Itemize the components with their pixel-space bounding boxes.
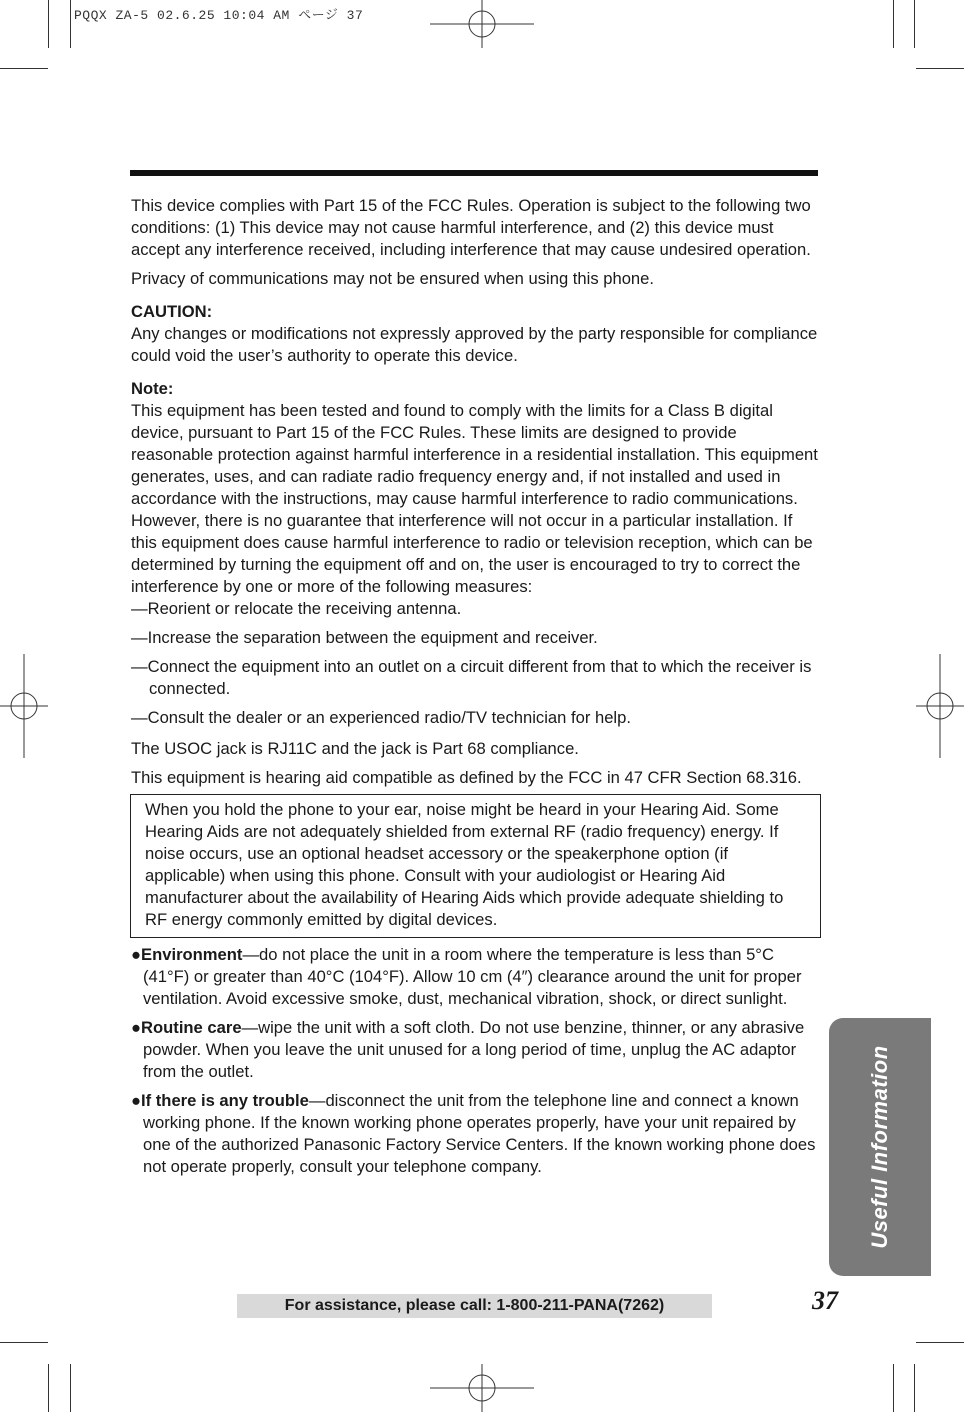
hearing-aid-notice-text: When you hold the phone to your ear, noise might be heard in your Hearing Aid. Some Hearing Aids are not adequately shielded from external RF (radio frequency) energy. If noise occurs, use an optional headset accessory or the speakerphone option (if applicable) when using this phone. Consult with your audiologist or Hearing Aid manufacturer about the availability of Hearing Aids which provide adequate shielding to RF energy commonly emitted by digital devices. <box>145 800 784 929</box>
note-heading: Note: <box>131 379 174 398</box>
measure-item: —Reorient or relocate the receiving antenna. <box>131 599 462 618</box>
section-side-tab <box>829 1018 931 1276</box>
caution-text: Any changes or modifications not expressly approved by the party responsible for compliance could void the user’s authority to operate this device. <box>131 324 818 365</box>
crop-mark-tl-h <box>0 68 48 69</box>
privacy-statement: Privacy of communications may not be ensured when using this phone. <box>131 269 654 288</box>
page-number: 37 <box>812 1286 838 1315</box>
crop-mark-br-v <box>893 1364 894 1412</box>
bullet-text: —disconnect the unit from the telephone line and connect a known working phone. If the known working phone operates properly, have your unit repaired by one of the authorized Panasonic Factory Service Centers. If the known working phone does not operate properly, consult your telephone company. <box>143 1091 816 1176</box>
top-rule <box>130 170 818 176</box>
registration-mark-top <box>430 0 534 48</box>
main-content <box>131 195 821 1185</box>
registration-mark-right <box>916 654 964 758</box>
crop-mark-bl-v2 <box>70 1364 71 1412</box>
note-text: This equipment has been tested and found to comply with the limits for a Class B digital device, pursuant to Part 15 of the FCC Rules. These limits are designed to provide reasonable protection against harmful interference in a residential installation. This equipment generates, uses, and can radiate radio frequency energy and, if not installed and used in accordance with the instructions, may cause harmful interference to radio communications. However, there is no guarantee that interference will not occur in a particular installation. If this equipment does cause harmful interference to radio or television reception, which can be determined by turning the equipment off and on, the user is encouraged to try to correct the interference by one or more of the following measures: <box>131 401 818 596</box>
bullet-trouble <box>131 1090 821 1178</box>
crop-mark-bl-v <box>48 1364 49 1412</box>
side-tab-label: Useful Information <box>867 1045 892 1249</box>
registration-mark-bottom <box>430 1364 534 1412</box>
measure-item: —Increase the separation between the equipment and receiver. <box>131 628 598 647</box>
assistance-footer: For assistance, please call: 1-800-211-PANA(7262) <box>237 1294 712 1318</box>
crop-mark-tr-v <box>893 0 894 48</box>
bullet-marker: ● <box>131 1091 142 1110</box>
crop-mark-tr-v2 <box>914 0 915 48</box>
crop-mark-br-v2 <box>914 1364 915 1412</box>
hearing-aid-statement: This equipment is hearing aid compatible as defined by the FCC in 47 CFR Section 68.316. <box>131 768 802 787</box>
bullet-text: —wipe the unit with a soft cloth. Do not use benzine, thinner, or any abrasive powder. When you leave the unit unused for a long period of time, unplug the AC adaptor from the outlet. <box>143 1018 805 1081</box>
usoc-statement: The USOC jack is RJ11C and the jack is Part 68 compliance. <box>131 739 579 758</box>
bullet-title: Routine care <box>141 1018 242 1037</box>
hearing-aid-notice-box <box>130 794 821 938</box>
bullet-text: —do not place the unit in a room where the temperature is less than 5°C (41°F) or greater than 40°C (104°F). Allow 10 cm (4″) clearance around the unit for proper ventilation. Avoid excessive smoke, dust, mechanical vibration, shock, or direct sunlight. <box>143 945 802 1008</box>
crop-mark-tl-v2 <box>70 0 71 48</box>
crop-mark-tl-v <box>48 0 49 48</box>
crop-mark-bl-h <box>0 1342 48 1343</box>
caution-heading: CAUTION: <box>131 302 213 321</box>
fcc-statement: This device complies with Part 15 of the FCC Rules. Operation is subject to the following two conditions: (1) This device may not cause harmful interference, and (2) this device must accept any interference received, including interference that may cause undesired operation. <box>131 196 811 259</box>
print-header: PQQX ZA-5 02.6.25 10:04 AM ページ 37 <box>74 8 364 23</box>
registration-mark-left <box>0 654 48 758</box>
bullet-marker: ● <box>131 1018 142 1037</box>
measure-item: —Connect the equipment into an outlet on a circuit different from that to which the receiver is connected. <box>131 657 812 698</box>
bullet-routine-care <box>131 1017 821 1083</box>
bullet-environment <box>131 944 821 1010</box>
crop-mark-br-h <box>916 1342 964 1343</box>
measure-item: —Consult the dealer or an experienced radio/TV technician for help. <box>131 708 631 727</box>
bullet-title: Environment <box>141 945 243 964</box>
crop-mark-tr-h <box>916 68 964 69</box>
bullet-marker: ● <box>131 945 142 964</box>
bullet-title: If there is any trouble <box>141 1091 309 1110</box>
